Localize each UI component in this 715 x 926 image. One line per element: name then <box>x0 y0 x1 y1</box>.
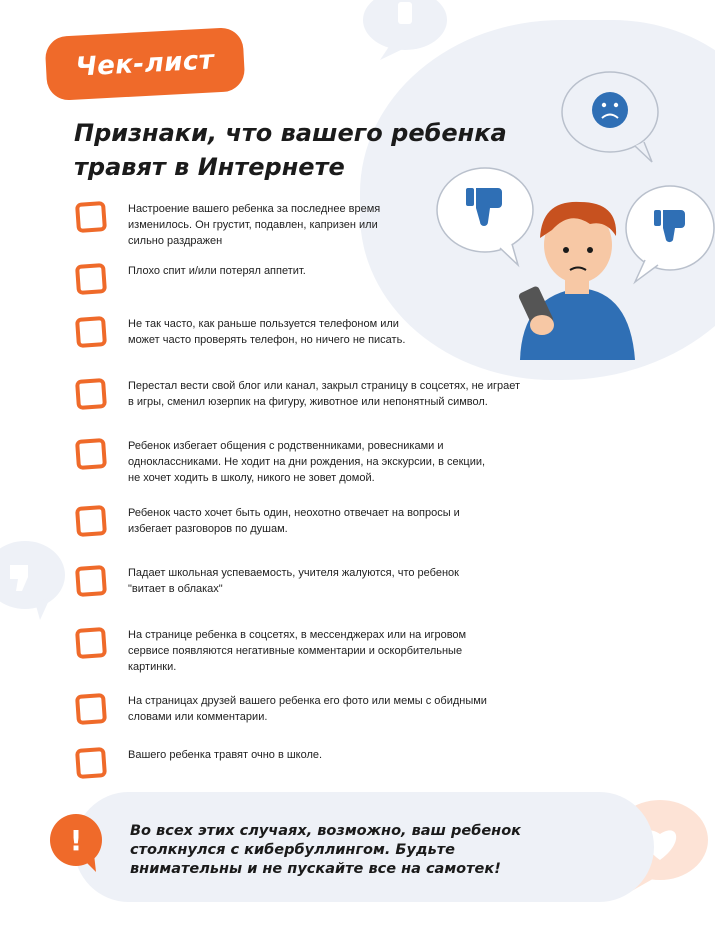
checklist-item-text: Настроение вашего ребенка за последнее время изменилось. Он грустит, подавлен, капризен или сильно раздражен <box>128 203 381 247</box>
checklist-item-text: Не так часто, как раньше пользуется телефоном или может часто проверять телефон, но ничего не писать. <box>128 318 406 346</box>
thumbs-down-bubble-left-icon <box>0 540 70 620</box>
checklist-item[interactable] <box>76 263 546 294</box>
title-line-2: травят в Интернете <box>74 153 345 181</box>
checkbox-icon[interactable] <box>75 627 107 659</box>
title-line-1: Признаки, что вашего ребенка <box>74 119 507 147</box>
checkbox-icon[interactable] <box>75 201 107 233</box>
checklist-item[interactable] <box>76 378 546 410</box>
checkbox-icon[interactable] <box>75 378 107 410</box>
checkbox-icon[interactable] <box>75 565 107 597</box>
checklist-tag-label: Чек-лист <box>74 45 216 83</box>
checklist-item[interactable] <box>76 201 546 249</box>
exclamation-icon <box>44 810 108 874</box>
checklist-item-text: На странице ребенка в соцсетях, в мессенджерах или на игровом сервисе появляются негативные комментарии и оскорбительные картинки. <box>128 629 467 673</box>
checklist-item-text: Ребенок избегает общения с родственниками, ровесниками и одноклассниками. Не ходит на дни рождения, на экскурсии, в секции, не хочет ходить в школу, никого не зовет домой. <box>128 440 486 484</box>
checklist-item-text: Ребенок часто хочет быть один, неохотно отвечает на вопросы и избегает разговоров по душам. <box>128 507 460 535</box>
checkbox-icon[interactable] <box>75 505 107 537</box>
checklist-item[interactable] <box>76 747 546 778</box>
checkbox-icon[interactable] <box>75 263 107 295</box>
checkbox-icon[interactable] <box>75 693 107 725</box>
checklist-item-text: На страницах друзей вашего ребенка его фото или мемы с обидными словами или комментарии. <box>128 695 487 723</box>
checklist-item[interactable] <box>76 505 546 537</box>
warning-text: Во всех этих случаях, возможно, ваш ребенок столкнулся с кибербуллингом. Будьте внимательны и не пускайте все на самотек! <box>130 823 521 877</box>
checklist-item[interactable] <box>76 693 546 725</box>
exclamation-mark: ! <box>69 824 83 857</box>
checklist-tag <box>44 27 245 101</box>
checklist-item-text: Падает школьная успеваемость, учителя жалуются, что ребенок "витает в облаках" <box>128 567 459 595</box>
checkbox-icon[interactable] <box>75 747 107 779</box>
thumbs-down-bubble-decor-icon <box>360 0 450 60</box>
thumbs-down-right-icon <box>626 186 714 282</box>
sad-face-icon <box>562 72 658 162</box>
checklist-item[interactable] <box>76 627 546 675</box>
checklist-item[interactable] <box>76 316 546 348</box>
checkbox-icon[interactable] <box>75 316 107 348</box>
checklist-item-text: Перестал вести свой блог или канал, закрыл страницу в соцсетях, не играет в игры, сменил юзерпик на фигуру, животное или непонятный символ. <box>128 380 521 408</box>
checkbox-icon[interactable] <box>75 438 107 470</box>
checklist-item[interactable] <box>76 565 546 597</box>
checklist-item-text: Вашего ребенка травят очно в школе. <box>128 749 323 761</box>
checklist-item[interactable] <box>76 438 546 486</box>
checklist-item-text: Плохо спит и/или потерял аппетит. <box>128 265 306 277</box>
